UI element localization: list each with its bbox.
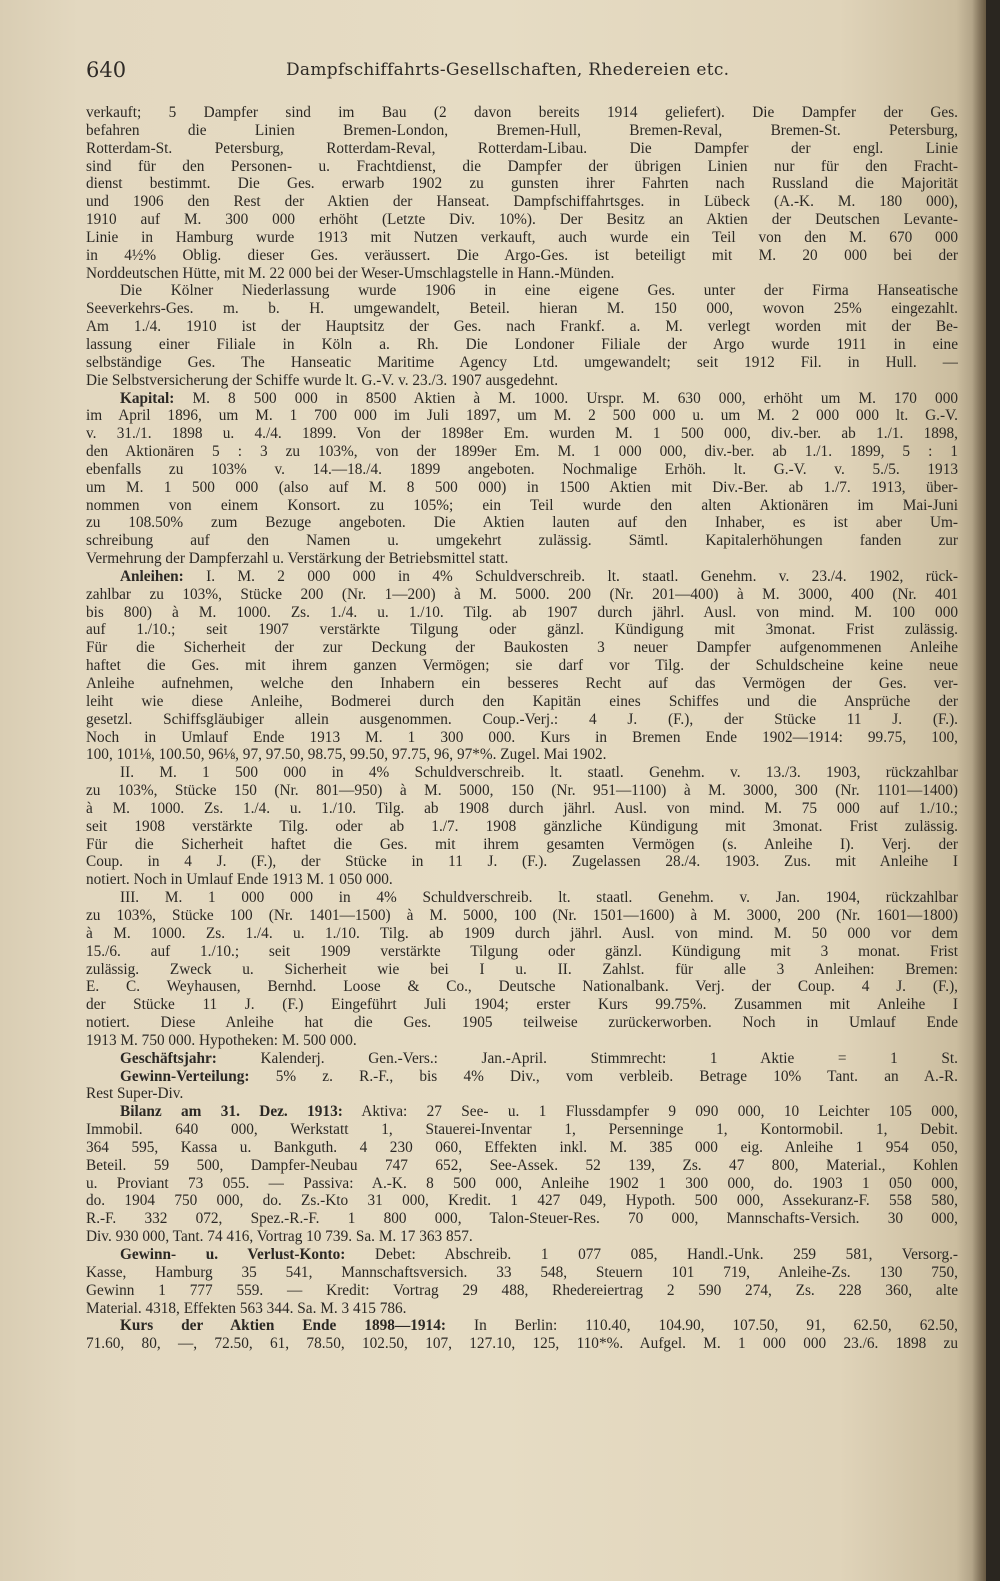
line-text: Rest Super-Div.: [86, 1085, 184, 1103]
text-line: [86, 943, 958, 961]
line-text: v. 31./1. 1898 u. 4./4. 1899. Von der 1898er Em. wurden M. 1 500 000, div.-ber. ab 1./1. 1898,: [86, 425, 958, 443]
line-text: Seeverkehrs-Ges. m. b. H. umgewandelt, Beteil. hieran M. 150 000, wovon 25% eingezahlt.: [86, 300, 958, 318]
text-line: [86, 175, 958, 193]
line-text: II. M. 1 500 000 in 4% Schuldverschreib. lt. staatl. Genehm. v. 13./3. 1903, rückzahlbar: [120, 764, 958, 782]
line-text: Norddeutschen Hütte, mit M. 22 000 bei der Weser-Umschlagstelle in Hann.-Münden.: [86, 264, 615, 282]
line-text: do. 1904 750 000, do. Zs.-Kto 31 000, Kredit. 1 427 049, Hypoth. 500 000, Assekuranz-F. 558 580,: [86, 1192, 958, 1210]
text-line: [86, 996, 958, 1014]
text-line: [86, 639, 958, 657]
text-line: [86, 479, 958, 497]
line-text: Vermehrung der Dampferzahl u. Verstärkung der Betriebsmittel statt.: [86, 550, 509, 568]
line-text: haftet die Ges. mit ihrem ganzen Vermögen; sie darf vor Tilg. der Schuldscheine keine neue: [86, 657, 958, 675]
line-text: schreibung auf den Namen u. umgekehrt zulässig. Sämtl. Kapitalerhöhungen fanden zur: [86, 532, 958, 550]
section-heading: Kurs der Aktien Ende 1898—1914:: [120, 1317, 446, 1335]
text-line: [86, 514, 958, 532]
line-text: sind für den Personen- u. Frachtdienst, die Dampfer der übrigen Linien nur für den Fracht-: [86, 157, 958, 175]
line-text: E. C. Weyhausen, Bernhd. Loose & Co., Deutsche Nationalbank. Verj. der Coup. 4 J. (F.),: [86, 978, 958, 996]
text-line: [86, 711, 958, 729]
line-text: Anleihe aufnehmen, welche den Inhabern ein besseres Recht auf das Vermögen der Ges. ver-: [86, 675, 958, 692]
line-text: 100, 101⅛, 100.50, 96⅛, 97, 97.50, 98.75, 99.50, 97.75, 96, 97*%. Zugel. Mai 1902.: [86, 746, 607, 764]
line-text: à M. 1000. Zs. 1./4. u. 1./10. Tilg. ab 1908 durch jährl. Ausl. von mind. M. 75 000 auf 1./10.;: [86, 799, 958, 817]
text-line: [86, 1050, 958, 1068]
page-header: [86, 58, 956, 92]
text-line: [86, 1264, 958, 1282]
text-line: [86, 158, 958, 176]
text-line: [86, 497, 958, 515]
text-line: [86, 853, 958, 871]
text-line: [86, 693, 958, 711]
line-text: Für die Sicherheit der zur Deckung der Baukosten 3 neuer Dampfer aufgenommenen Anleihe: [86, 639, 958, 657]
line-text: à M. 1000. Zs. 1./4. u. 1./10. Tilg. ab 1909 durch jährl. Ausl. von mind. M. 50 000 vor dem: [86, 924, 958, 942]
line-text: auf 1./10.; seit 1907 verstärkte Tilgung oder gänzl. Kündigung mit 3monat. Frist zulässig.: [86, 621, 958, 639]
text-line: [86, 390, 958, 408]
text-line: [86, 1300, 958, 1318]
line-text: 364 595, Kassa u. Bankguth. 4 230 060, Effekten inkl. M. 385 000 eig. Anleihe 1 954 050,: [86, 1138, 958, 1156]
text-line: [86, 568, 958, 586]
line-text: 5% z. R.-F., bis 4% Div., vom verbleib. Betrage 10% Tant. an A.-R.: [275, 1067, 958, 1085]
text-line: [86, 621, 958, 639]
text-line: [86, 1157, 958, 1175]
text-line: [86, 907, 958, 925]
line-text: 1913 M. 750 000. Hypotheken: M. 500 000.: [86, 1031, 357, 1049]
line-text: Beteil. 59 500, Dampfer-Neubau 747 652, See-Assek. 52 139, Zs. 47 800, Material., Kohlen: [86, 1156, 958, 1174]
binding-shadow: [972, 0, 986, 1581]
text-line: [86, 229, 958, 247]
line-text: notiert. Diese Anleihe hat die Ges. 1905 teilweise zurückerworben. Noch in Umlauf Ende: [86, 1014, 958, 1032]
text-line: [86, 782, 958, 800]
line-text: Immobil. 640 000, Werkstatt 1, Stauerei-Inventar 1, Persenninge 1, Kontormobil. 1, Debit.: [86, 1121, 958, 1139]
line-text: in 4½% Oblig. dieser Ges. veräussert. Die Argo-Ges. ist beteiligt mit M. 20 000 bei der: [86, 246, 958, 264]
line-text: Linie in Hamburg wurde 1913 mit Nutzen verkauft, auch wurde ein Teil von den M. 670 000: [86, 228, 958, 246]
text-line: [86, 443, 958, 461]
text-line: [86, 1210, 958, 1228]
text-line: [86, 764, 958, 782]
text-line: [86, 1121, 958, 1139]
line-text: Kalenderj. Gen.-Vers.: Jan.-April. Stimmrecht: 1 Aktie = 1 St.: [260, 1049, 958, 1067]
line-text: In Berlin: 110.40, 104.90, 107.50, 91, 62.50, 62.50,: [473, 1317, 958, 1335]
text-line: [86, 550, 958, 568]
text-line: [86, 1228, 958, 1246]
line-text: 1910 auf M. 300 000 erhöht (Letzte Div. 10%). Der Besitz an Aktien der Deutschen Levante-: [86, 211, 958, 229]
section-heading: Anleihen:: [120, 567, 184, 585]
text-line: [86, 1068, 958, 1086]
section-heading: Gewinn-Verteilung:: [120, 1067, 250, 1085]
line-text: Kasse, Hamburg 35 541, Mannschaftsversich. 33 548, Steuern 101 719, Anleihe-Zs. 130 750,: [86, 1263, 958, 1281]
text-line: [86, 461, 958, 479]
text-line: [86, 122, 958, 140]
text-line: [86, 407, 958, 425]
line-text: Für die Sicherheit haftet die Ges. mit ihrem gesamten Vermögen (s. Anleihe I). Verj. der: [86, 835, 958, 853]
text-line: [86, 300, 958, 318]
running-head: Dampfschiffahrts-Gesellschaften, Rhedereien etc.: [286, 60, 730, 80]
section-heading: Geschäftsjahr:: [120, 1049, 217, 1067]
text-line: [86, 354, 958, 372]
text-line: [86, 140, 958, 158]
line-text: und 1906 den Rest der Aktien der Hanseat. Dampfschiffahrtsges. in Lübeck (A.-K. M. 180 000),: [86, 193, 958, 211]
section-heading: Kapital:: [120, 389, 175, 407]
text-line: [86, 318, 958, 336]
text-line: [86, 836, 958, 854]
page-number: 640: [86, 58, 127, 82]
line-text: Am 1./4. 1910 ist der Hauptsitz der Ges. nach Frankf. a. M. verlegt worden mit der Be-: [86, 318, 958, 336]
line-text: III. M. 1 000 000 in 4% Schuldverschreib. lt. staatl. Genehm. v. Jan. 1904, rückzahlbar: [120, 889, 958, 907]
line-text: Coup. in 4 J. (F.), der Stücke in 11 J. (F.). Zugelassen 28./4. 1903. Zus. mit Anleihe I: [86, 853, 958, 871]
text-line: [86, 978, 958, 996]
line-text: im April 1896, um M. 1 700 000 im Juli 1897, um M. 2 500 000 u. um M. 2 000 000 lt. G.-V.: [86, 407, 958, 425]
line-text: notiert. Noch in Umlauf Ende 1913 M. 1 050 000.: [86, 871, 393, 889]
section-heading: Bilanz am 31. Dez. 1913:: [120, 1103, 343, 1121]
text-line: [86, 532, 958, 550]
line-text: Aktiva: 27 See- u. 1 Flussdampfer 9 090 000, 10 Leichter 105 000,: [361, 1103, 958, 1121]
line-text: bis 800) à M. 1000. Zs. 1./4. u. 1./10. Tilg. ab 1907 durch jährl. Ausl. von mind. M. 100 000: [86, 603, 958, 621]
line-text: ebenfalls zu 103% v. 14.—18./4. 1899 angeboten. Nochmalige Erhöh. lt. G.-V. v. 5./5. 1913: [86, 460, 958, 478]
body-text: [86, 104, 958, 1353]
text-line: [86, 1032, 958, 1050]
line-text: selbständige Ges. The Hanseatic Maritime Agency Ltd. umgewandelt; seit 1912 Fil. in Hull. —: [86, 353, 958, 371]
line-text: seit 1908 verstärkte Tilg. oder ab 1./7. 1908 gänzliche Kündigung mit 3monat. Frist zulässig.: [86, 817, 958, 835]
text-line: [86, 1282, 958, 1300]
text-line: [86, 604, 958, 622]
line-text: dienst bestimmt. Die Ges. erwarb 1902 zu gunsten ihrer Fahrten nach Russland die Majorität: [86, 175, 958, 193]
line-text: Die Kölner Niederlassung wurde 1906 in eine eigene Ges. unter der Firma Hanseatische: [120, 282, 958, 300]
text-line: [86, 282, 958, 300]
line-text: zu 108.50% zum Bezuge angeboten. Die Aktien lauten auf den Inhaber, es ist aber Um-: [86, 514, 958, 532]
text-line: [86, 818, 958, 836]
text-line: [86, 800, 958, 818]
text-line: [86, 265, 958, 283]
text-line: [86, 746, 958, 764]
line-text: I. M. 2 000 000 in 4% Schuldverschreib. lt. staatl. Genehm. v. 23./4. 1902, rück-: [206, 567, 958, 585]
text-line: [86, 1192, 958, 1210]
text-line: [86, 1139, 958, 1157]
section-heading: Gewinn- u. Verlust-Konto:: [120, 1246, 346, 1263]
text-line: [86, 925, 958, 943]
text-line: [86, 372, 958, 390]
line-text: 71.60, 80, —, 72.50, 61, 78.50, 102.50, 107, 127.10, 125, 110*%. Aufgel. M. 1 000 000 23./6. 1898 zu: [86, 1335, 958, 1353]
text-line: [86, 1335, 958, 1353]
text-line: [86, 729, 958, 747]
line-text: 15./6. auf 1./10.; seit 1909 verstärkte Tilgung oder gänzl. Kündigung mit 3 monat. Frist: [86, 942, 958, 960]
line-text: lassung einer Filiale in Köln a. Rh. Die Londoner Filiale der Argo wurde 1911 in eine: [86, 335, 958, 353]
line-text: Div. 930 000, Tant. 74 416, Vortrag 10 739. Sa. M. 17 363 857.: [86, 1228, 473, 1246]
line-text: nommen von einem Konsort. zu 105%; ein Teil wurde den alten Aktionären im Mai-Juni: [86, 496, 958, 514]
text-line: [86, 1085, 958, 1103]
text-line: [86, 425, 958, 443]
line-text: R.-F. 332 072, Spez.-R.-F. 1 800 000, Talon-Steuer-Res. 70 000, Mannschafts-Versich. 30 000,: [86, 1210, 958, 1228]
text-line: [86, 961, 958, 979]
line-text: der Stücke 11 J. (F.) Eingeführt Juli 1904; erster Kurs 99.75%. Zusammen mit Anleihe I: [86, 996, 958, 1014]
line-text: Material. 4318, Effekten 563 344. Sa. M. 3 415 786.: [86, 1299, 407, 1317]
text-line: [86, 1175, 958, 1193]
line-text: Debet: Abschreib. 1 077 085, Handl.-Unk. 259 581, Versorg.-: [375, 1246, 958, 1263]
line-text: den Aktionären 5 : 3 zu 103%, von der 1899er Em. M. 1 000 000, div.-ber. ab 1./1. 1899, 5 : 1: [86, 443, 958, 461]
line-text: leiht wie diese Anleihe, Bodmerei durch den Kapitän eines Schiffes und die Ansprüche der: [86, 692, 958, 710]
text-line: [86, 104, 958, 122]
line-text: zu 103%, Stücke 150 (Nr. 801—950) à M. 5000, 150 (Nr. 951—1100) à M. 3000, 300 (Nr. 1101—1400): [86, 782, 958, 800]
text-line: [86, 211, 958, 229]
text-line: [86, 1103, 958, 1121]
text-line: [86, 1317, 958, 1335]
line-text: zulässig. Zweck u. Sicherheit wie bei I u. II. Zahlst. für alle 3 Anleihen: Bremen:: [86, 960, 958, 978]
text-line: [86, 336, 958, 354]
text-line: [86, 1246, 958, 1264]
text-line: [86, 193, 958, 211]
line-text: Gewinn 1 777 559. — Kredit: Vortrag 29 488, Rhedereiertrag 2 590 274, Zs. 228 360, alte: [86, 1281, 958, 1299]
line-text: M. 8 500 000 in 8500 Aktien à M. 1000. Urspr. M. 630 000, erhöht um M. 170 000: [192, 389, 958, 407]
text-line: [86, 675, 958, 693]
line-text: verkauft; 5 Dampfer sind im Bau (2 davon bereits 1914 geliefert). Die Dampfer der Ges.: [86, 104, 958, 121]
text-line: [86, 871, 958, 889]
line-text: um M. 1 500 000 (also auf M. 8 500 000) in 1500 Aktien mit Div.-Ber. ab 1./7. 1913, über-: [86, 478, 958, 496]
line-text: Rotterdam-St. Petersburg, Rotterdam-Reval, Rotterdam-Libau. Die Dampfer der engl. Linie: [86, 139, 958, 157]
line-text: zahlbar zu 103%, Stücke 200 (Nr. 1—200) à M. 5000. 200 (Nr. 201—400) à M. 3000, 400 (Nr. 401: [86, 585, 958, 603]
text-line: [86, 586, 958, 604]
line-text: gesetzl. Schiffsgläubiger allein ausgenommen. Coup.-Verj.: 4 J. (F.), der Stücke 11 J. (F.).: [86, 710, 958, 728]
text-line: [86, 1014, 958, 1032]
line-text: Noch in Umlauf Ende 1913 M. 1 300 000. Kurs in Bremen Ende 1902—1914: 99.75, 100,: [86, 728, 958, 746]
line-text: Die Selbstversicherung der Schiffe wurde lt. G.-V. v. 23./3. 1907 ausgedehnt.: [86, 371, 559, 389]
line-text: befahren die Linien Bremen-London, Bremen-Hull, Bremen-Reval, Bremen-St. Petersburg,: [86, 121, 958, 139]
text-line: [86, 889, 958, 907]
text-line: [86, 247, 958, 265]
text-line: [86, 657, 958, 675]
line-text: u. Proviant 73 055. — Passiva: A.-K. 8 500 000, Anleihe 1902 1 300 000, do. 1903 1 050 000,: [86, 1174, 958, 1192]
line-text: zu 103%, Stücke 100 (Nr. 1401—1500) à M. 5000, 100 (Nr. 1501—1600) à M. 3000, 200 (Nr. 1601—1800): [86, 906, 958, 924]
